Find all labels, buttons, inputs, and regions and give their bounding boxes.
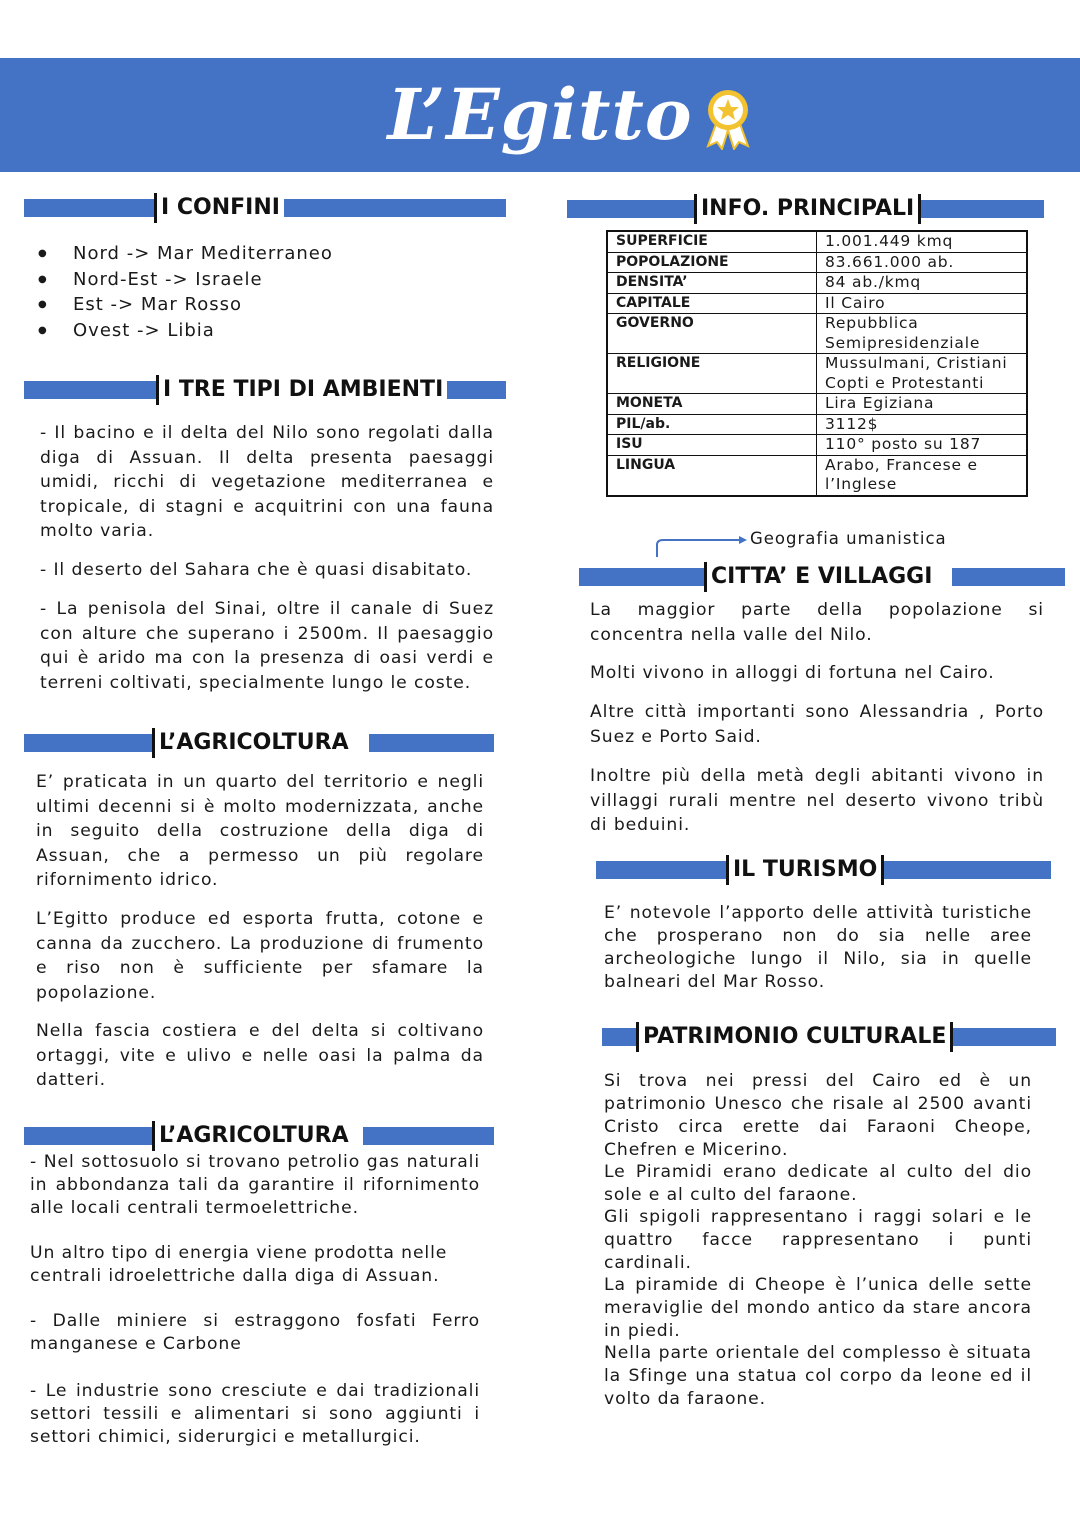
agricoltura-paragraph-3: Nella fascia costiera e del delta si coltivano ortaggi, vite e ulivo e nelle oasi la palma da datteri.	[36, 1021, 484, 1090]
info-value: Repubblica Semipresidenziale	[817, 314, 1028, 354]
patrimonio-paragraph-3: Gli spigoli rappresentano i raggi solari e le quattro facce rappresentano i punti cardinali.	[604, 1207, 1032, 1273]
info-value: Mussulmani, Cristiani Copti e Protestanti	[817, 354, 1028, 394]
section-header-patrimonio	[602, 1022, 1056, 1052]
info-value: Il Cairo	[817, 293, 1028, 314]
info-key: LINGUA	[607, 455, 817, 496]
info-key: PIL/ab.	[607, 414, 817, 435]
medal-icon	[700, 88, 756, 150]
borders-list	[38, 241, 333, 343]
table-row	[607, 435, 1027, 456]
industry-paragraph-3: - Dalle miniere si estraggono fosfati Ferro manganese e Carbone	[30, 1311, 480, 1354]
ambienti-paragraph-1: - Il bacino e il delta del Nilo sono regolati dalla diga di Assuan. Il delta presenta paesaggi umidi, ricchi di vegetazione mediterranea e tropicale, di stagni e acquitrini con una fauna molto varia.	[40, 423, 494, 541]
heading-ambienti: I TRE TIPI DI AMBIENTI	[156, 375, 447, 405]
info-value: 1.001.449 kmq	[817, 231, 1028, 252]
page-title: L’Egitto	[387, 73, 693, 156]
heading-agricoltura-2: L’AGRICOLTURA	[152, 1121, 363, 1151]
table-row	[607, 252, 1027, 273]
info-table	[606, 230, 1028, 497]
section-header-ambienti	[24, 375, 506, 405]
section-header-agricoltura-2	[24, 1121, 494, 1151]
table-row	[607, 455, 1027, 496]
section-header-agricoltura	[24, 728, 494, 758]
section-header-info	[567, 194, 1044, 224]
arrow-icon	[655, 535, 750, 559]
industry-paragraph-2: Un altro tipo di energia viene prodotta nelle centrali idroelettriche dalla diga di Assuan.	[30, 1243, 448, 1286]
table-row	[607, 414, 1027, 435]
info-value: 83.661.000 ab.	[817, 252, 1028, 273]
agricoltura-paragraph-2: L’Egitto produce ed esporta frutta, cotone e canna da zucchero. La produzione di frumento e riso non è sufficiente per sfamare la popolazione.	[36, 909, 484, 1003]
list-item: ● Nord -> Mar Mediterraneo	[38, 241, 333, 267]
citta-paragraph-2: Molti vivono in alloggi di fortuna nel Cairo.	[590, 663, 995, 683]
ambienti-paragraph-2: - Il deserto del Sahara che è quasi disabitato.	[40, 560, 473, 580]
citta-paragraph-1: La maggior parte della popolazione si concentra nella valle del Nilo.	[590, 600, 1044, 645]
list-item: ● Est -> Mar Rosso	[38, 292, 333, 318]
info-key: POPOLAZIONE	[607, 252, 817, 273]
patrimonio-paragraph-4: La piramide di Cheope è l’unica delle sette meraviglie del mondo antico da stare ancora in piedi.	[604, 1275, 1032, 1341]
list-item: ● Nord-Est -> Israele	[38, 267, 333, 293]
table-row	[607, 354, 1027, 394]
geography-note: Geografia umanistica	[750, 529, 947, 548]
heading-confini: I CONFINI	[154, 193, 284, 223]
list-item: ● Ovest -> Libia	[38, 318, 333, 344]
table-row	[607, 231, 1027, 252]
heading-turismo: IL TURISMO	[726, 855, 884, 885]
info-key: MONETA	[607, 394, 817, 415]
patrimonio-paragraph-2: Le Piramidi erano dedicate al culto del dio sole e al culto del faraone.	[604, 1162, 1032, 1205]
patrimonio-paragraph-1: Si trova nei pressi del Cairo ed è un patrimonio Unesco che risale al 2500 avanti Cristo circa erette dai Faraoni Cheope, Chefren e Micerino.	[604, 1071, 1032, 1160]
industry-paragraph-1: - Nel sottosuolo si trovano petrolio gas naturali in abbondanza tali da garantire il rifornimento alle locali centrali termoelettriche.	[30, 1152, 480, 1218]
table-row	[607, 314, 1027, 354]
heading-agricoltura: L’AGRICOLTURA	[152, 728, 369, 758]
agricoltura-paragraph-1: E’ praticata in un quarto del territorio e negli ultimi decenni si è molto modernizzata, anche in seguito della costruzione della diga di Assuan, che a permesso un più regolare rifornimento idrico.	[36, 772, 484, 890]
table-row	[607, 293, 1027, 314]
ambienti-paragraph-3: - La penisola del Sinai, oltre il canale di Suez con alture che superano i 2500m. Il paesaggio qui è arido ma con la presenza di oasi verdi e terreni coltivati, specialmente lungo le coste.	[40, 599, 494, 693]
section-header-turismo	[596, 855, 1051, 885]
info-value: Lira Egiziana	[817, 394, 1028, 415]
patrimonio-paragraph-5: Nella parte orientale del complesso è situata la Sfinge una statua col corpo da leone ed il volto da faraone.	[604, 1343, 1032, 1409]
info-value: 3112$	[817, 414, 1028, 435]
table-row	[607, 273, 1027, 294]
citta-paragraph-4: Inoltre più della metà degli abitanti vivono in villaggi rurali mentre nel deserto vivono tribù di beduini.	[590, 766, 1044, 835]
info-key: SUPERFICIE	[607, 231, 817, 252]
info-key: CAPITALE	[607, 293, 817, 314]
heading-info: INFO. PRINCIPALI	[694, 194, 921, 224]
table-row	[607, 394, 1027, 415]
heading-citta: CITTA’ E VILLAGGI	[704, 562, 952, 592]
info-key: GOVERNO	[607, 314, 817, 354]
citta-paragraph-3: Altre città importanti sono Alessandria , Porto Suez e Porto Said.	[590, 702, 1044, 747]
info-key: DENSITA’	[607, 273, 817, 294]
info-key: ISU	[607, 435, 817, 456]
section-header-citta	[579, 562, 1065, 592]
info-value: 84 ab./kmq	[817, 273, 1028, 294]
heading-patrimonio: PATRIMONIO CULTURALE	[636, 1022, 953, 1052]
turismo-paragraph: E’ notevole l’apporto delle attività turistiche che prosperano non do sia nelle aree archeologiche lungo il Nilo, sia in quelle balneari del Mar Rosso.	[604, 903, 1032, 992]
industry-paragraph-4: - Le industrie sono cresciute e dai tradizionali settori tessili e alimentari si sono aggiunti i settori chimici, siderurgici e metallurgici.	[30, 1381, 480, 1447]
info-value: Arabo, Francese e l’Inglese	[817, 455, 1028, 496]
info-value: 110° posto su 187	[817, 435, 1028, 456]
info-key: RELIGIONE	[607, 354, 817, 394]
section-header-confini	[24, 193, 506, 223]
